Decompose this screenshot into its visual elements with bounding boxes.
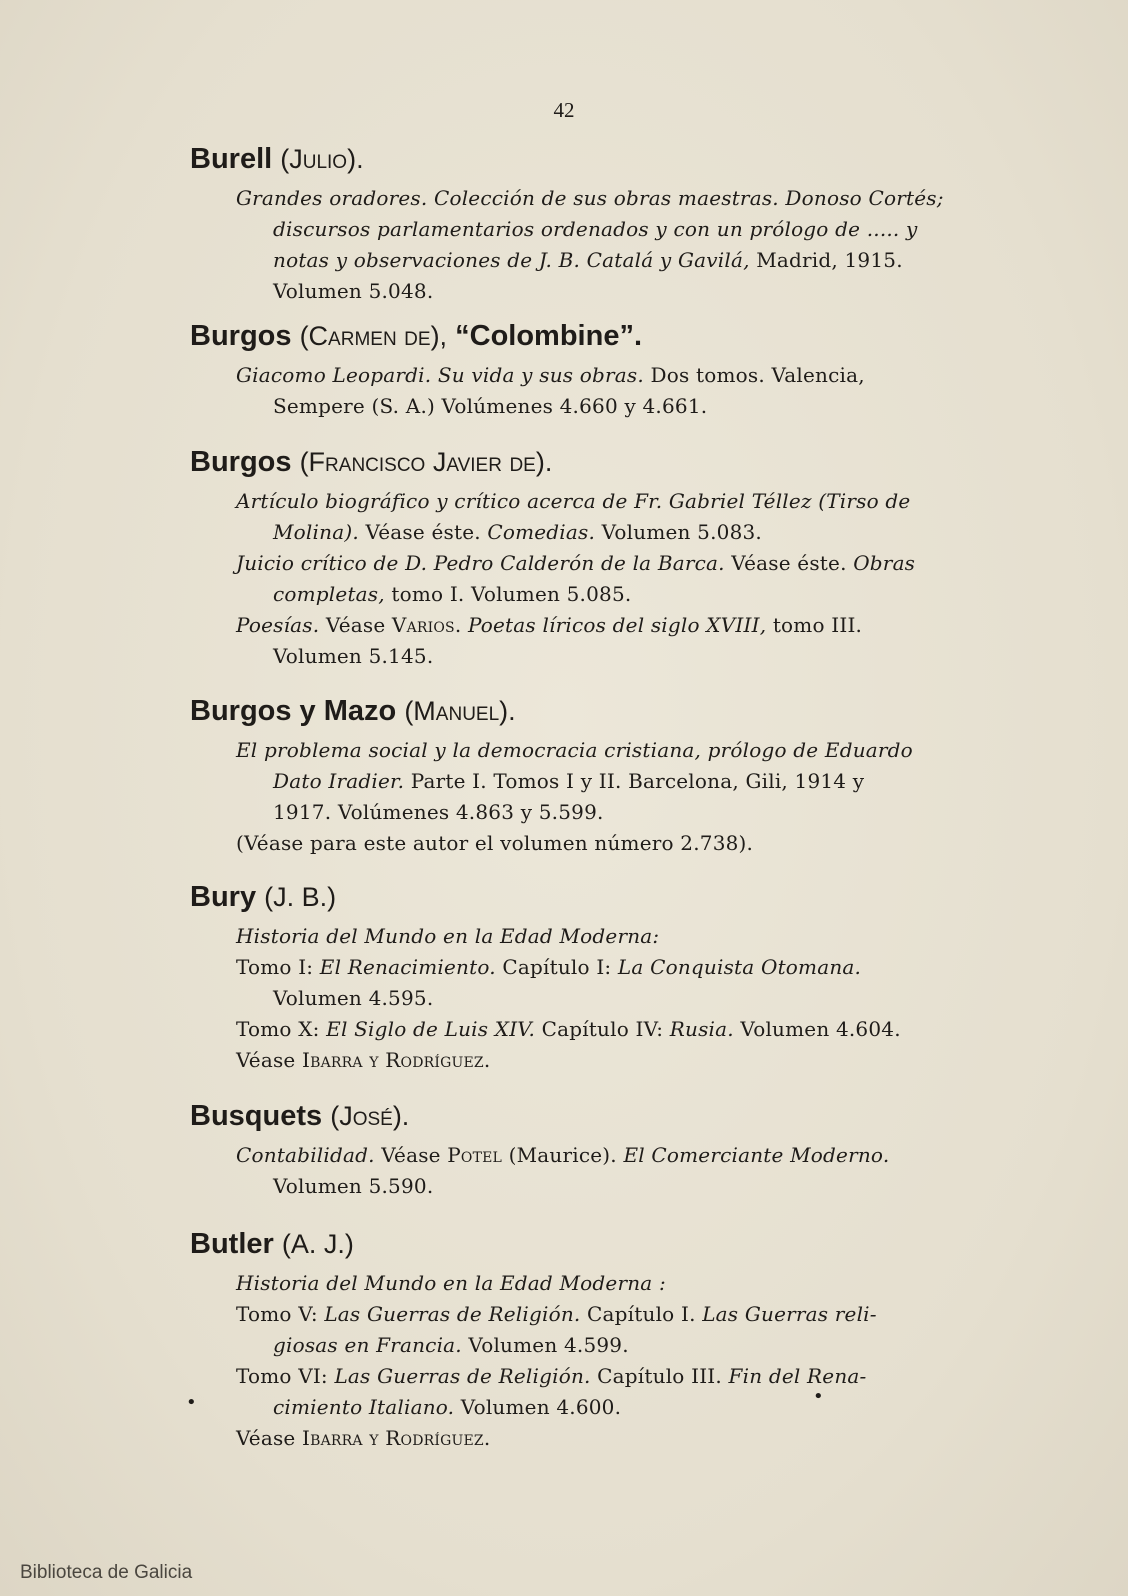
author-pseudonym: “Colombine”.	[455, 320, 643, 352]
author-given-name: (A. J.)	[281, 1229, 354, 1259]
author-surname: Bury	[190, 881, 257, 913]
entry-line: Giacomo Leopardi. Su vida y sus obras. Dos tomos. Valencia,	[236, 363, 865, 387]
author-surname: Burgos	[190, 446, 292, 478]
entry-line: Artículo biográfico y crítico acerca de Fr. Gabriel Téllez (Tirso de	[236, 489, 911, 513]
entry-line: Volumen 5.590.	[273, 1174, 434, 1198]
entry-heading	[190, 880, 990, 914]
entry-line: Sempere (S. A.) Volúmenes 4.660 y 4.661.	[273, 394, 708, 418]
author-given-name: (Manuel).	[404, 696, 516, 726]
entry-line: Volumen 5.145.	[273, 644, 434, 668]
entry-line: Tomo I: El Renacimiento. Capítulo I: La Conquista Otomana.	[236, 955, 862, 979]
entry-heading	[190, 694, 990, 728]
print-speck: •	[186, 1392, 197, 1413]
author-surname: Burgos y Mazo	[190, 695, 397, 727]
print-speck: •	[813, 1386, 824, 1407]
entry-line: Dato Iradier. Parte I. Tomos I y II. Barcelona, Gili, 1914 y	[273, 769, 865, 793]
entry-heading	[190, 142, 990, 176]
bibliography-entry	[190, 1099, 990, 1202]
author-surname: Busquets	[190, 1100, 323, 1132]
author-given-name: (Francisco Javier de).	[299, 447, 553, 477]
bibliography-entry	[190, 880, 990, 1076]
entry-line: Historia del Mundo en la Edad Moderna :	[236, 1271, 666, 1295]
bibliography-entry	[190, 319, 990, 422]
entry-line: notas y observaciones de J. B. Catalá y Gavilá, Madrid, 1915.	[273, 248, 903, 272]
entry-line: Tomo X: El Siglo de Luis XIV. Capítulo IV: Rusia. Volumen 4.604.	[236, 1017, 901, 1041]
entry-heading	[190, 1227, 990, 1261]
entry-line: Grandes oradores. Colección de sus obras maestras. Donoso Cortés;	[236, 186, 944, 210]
author-surname: Butler	[190, 1228, 274, 1260]
entry-heading	[190, 1099, 990, 1133]
entry-line: Véase Ibarra y Rodríguez.	[236, 1048, 491, 1072]
entry-line: Véase Ibarra y Rodríguez.	[236, 1426, 491, 1450]
entry-line: Poesías. Véase Varios. Poetas líricos del siglo XVIII, tomo III.	[236, 613, 863, 637]
entry-line: Volumen 4.595.	[273, 986, 434, 1010]
author-given-name: (Carmen de),	[299, 321, 448, 351]
author-given-name: (J. B.)	[264, 882, 337, 912]
entry-heading	[190, 445, 990, 479]
author-given-name: (Julio).	[280, 144, 364, 174]
bibliography-entry	[190, 445, 990, 672]
entry-line: Juicio crítico de D. Pedro Calderón de la Barca. Véase éste. Obras	[236, 551, 916, 575]
entry-line: giosas en Francia. Volumen 4.599.	[273, 1333, 629, 1357]
entry-line: El problema social y la democracia cristiana, prólogo de Eduardo	[236, 738, 913, 762]
bibliography-entry	[190, 142, 990, 307]
page-number: 42	[553, 98, 575, 122]
entry-line: Historia del Mundo en la Edad Moderna:	[236, 924, 660, 948]
entry-line: cimiento Italiano. Volumen 4.600.	[273, 1395, 622, 1419]
entry-line: Molina). Véase éste. Comedias. Volumen 5.083.	[273, 520, 762, 544]
entry-line: Tomo VI: Las Guerras de Religión. Capítulo III. Fin del Rena-	[236, 1364, 867, 1388]
entry-line: Contabilidad. Véase Potel (Maurice). El Comerciante Moderno.	[236, 1143, 890, 1167]
bibliography-entry	[190, 1227, 990, 1454]
entry-line: 1917. Volúmenes 4.863 y 5.599.	[273, 800, 604, 824]
entry-line: Tomo V: Las Guerras de Religión. Capítulo I. Las Guerras reli-	[236, 1302, 877, 1326]
entry-line: completas, tomo I. Volumen 5.085.	[273, 582, 632, 606]
author-given-name: (José).	[330, 1101, 410, 1131]
entry-heading	[190, 319, 990, 353]
bibliography-entry	[190, 694, 990, 859]
author-surname: Burgos	[190, 320, 292, 352]
entry-line: discursos parlamentarios ordenados y con un prólogo de ..... y	[273, 217, 918, 241]
entry-line: (Véase para este autor el volumen número 2.738).	[236, 831, 754, 855]
author-surname: Burell	[190, 143, 273, 175]
entry-line: Volumen 5.048.	[273, 279, 434, 303]
library-watermark: Biblioteca de Galicia	[20, 1562, 193, 1583]
